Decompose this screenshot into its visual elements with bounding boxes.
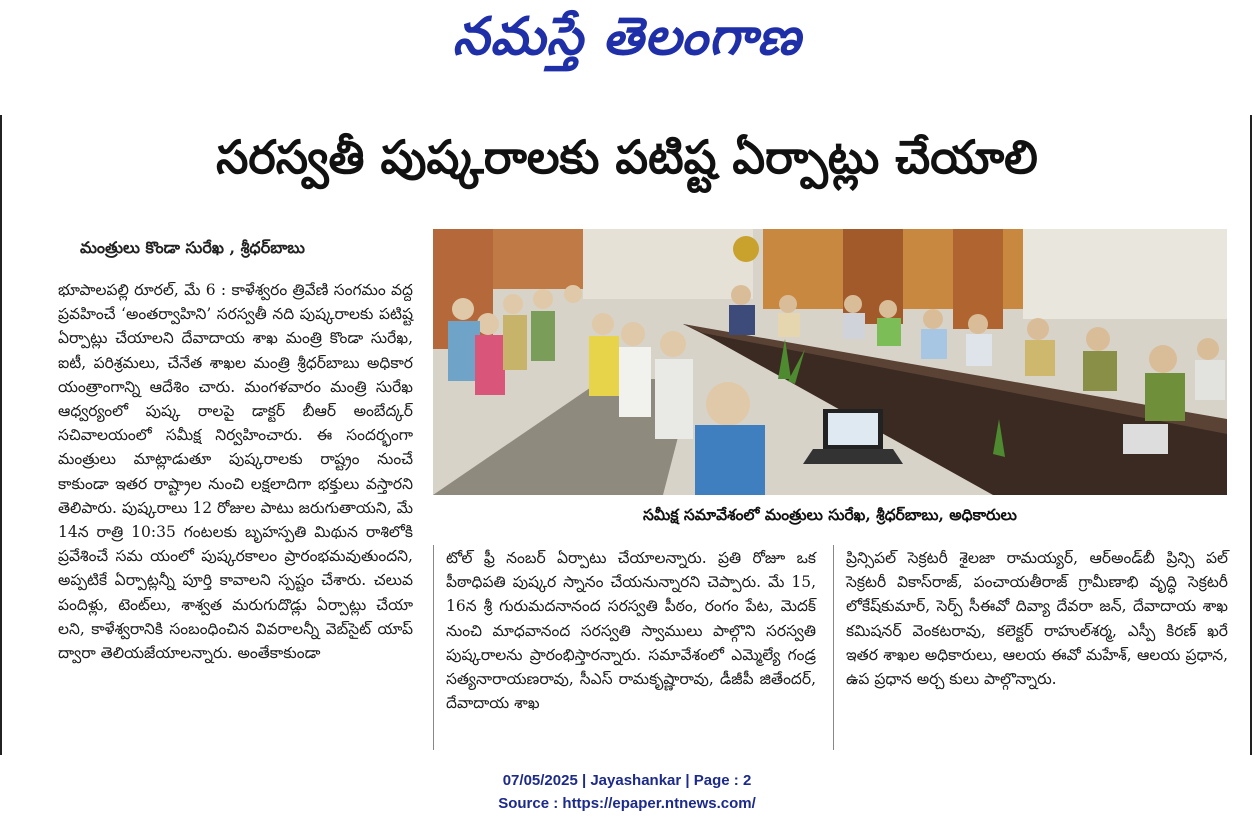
article-headline: సరస్వతీ పుష్కరాలకు పటిష్ట ఏర్పాట్లు చేయాలి [216, 130, 1038, 184]
newspaper-logo: నమస్తే తెలంగాణ [452, 6, 802, 67]
article-column-2: టోల్‌ ఫ్రీ నంబర్‌ ఏర్పాటు చేయాలన్నారు. ప్రతి రోజూ ఒక పీఠాధిపతి పుష్కర స్నానం చేయనున్నారని చెప్పారు. మే 15, 16న శ్రీ గురుమదనానంద సరస్వతి పీఠం, రంగం పేట, మెదక్‌ నుంచి మాధవానంద సరస్వతి స్వాములు పాల్గొని సరస్వతి పుష్కరాలను ప్రారంభిస్తారన్నారు. సమావేశంలో ఎమ్మెల్యే గండ్ర సత్యనారాయణరావు, సీఎస్‌ రామకృష్ణారావు, డీజీపీ జితేందర్‌, దేవాదాయ శాఖ [446, 549, 816, 713]
meeting-photo-illustration [433, 229, 1227, 495]
masthead [0, 0, 1254, 90]
right-border-rule [1250, 115, 1252, 755]
column-divider [433, 545, 434, 750]
photo-caption: సమీక్ష సమావేశంలో మంత్రులు సురేఖ, శ్రీధర్‌బాబు, అధికారులు [643, 505, 1017, 524]
footer-edition-info: 07/05/2025 | Jayashankar | Page : 2 [502, 772, 752, 789]
meeting-photo [433, 229, 1227, 495]
emblem-icon [733, 236, 759, 262]
left-border-rule [0, 115, 2, 755]
article-byline: మంత్రులు కొండా సురేఖ , శ్రీధర్‌బాబు [80, 238, 305, 257]
column-divider [833, 545, 834, 750]
footer-source-link[interactable]: Source : https://epaper.ntnews.com/ [498, 795, 756, 812]
article-column-1: భూపాలపల్లి రూరల్‌, మే 6 : కాళేశ్వరం త్రివేణి సంగమం వద్ద ప్రవహించే ‘అంతర్వాహిని’ సరస్వతీ నది పుష్కరాలకు పటిష్ట ఏర్పాట్లు చేయాలని దేవాదాయ శాఖ మంత్రి కొండా సురేఖ, ఐటీ, పరిశ్రమలు, చేనేత శాఖల మంత్రి శ్రీధర్‌బాబు అధికార యంత్రాంగాన్ని ఆదేశిం చారు. మంగళవారం మంత్రి సురేఖ ఆధ్వర్యంలో పుష్క రాలపై డాక్టర్‌ బీఆర్‌ అంబేద్కర్‌ సచివాలయంలో సమీక్ష నిర్వహించారు. ఈ సందర్భంగా మంత్రులు మాట్లాడుతూ పుష్కరాలకు రాష్ట్రం నుంచే కాకుండా ఇతర రాష్ట్రాల నుంచి లక్షలాదిగా భక్తులు వస్తారని తెలిపారు. పుష్కరాలు 12 రోజుల పాటు జరుగుతాయని, మే 14న రాత్రి 10:35 గంటలకు బృహస్పతి మిథున రాశిలోకి ప్రవేశించే సమ యంలో పుష్కరకాలం ప్రారంభమవుతుందని, అప్పటికే ఏర్పాట్లన్నీ పూర్తి కావాలని స్పష్టం చేశారు. చలువ పందిళ్లు, టెంట్‌లు, శాశ్వత మరుగుదొడ్లు ఏర్పాట్లు చేయా లని, కాళేశ్వరానికి సంబంధించిన వివరాలన్నీ వెబ్‌సైట్‌ యాప్‌ ద్వారా తెలియజేయాలన్నారు. అంతేకాకుండా [58, 281, 413, 663]
article-column-3: ప్రిన్సిపల్‌ సెక్రటరీ శైలజా రామయ్యర్‌, ఆర్‌అండ్‌బీ ప్రిన్సి పల్‌ సెక్రటరీ వికాస్‌రాజ్‌, పంచాయతీరాజ్‌ గ్రామీణాభి వృద్ధి సెక్రటరీ లోకేష్‌కుమార్‌, సెర్ప్‌ సీఈవో దివ్యా దేవరా జన్‌, దేవాదాయ శాఖ కమిషనర్‌ వెంకటరావు, కలెక్టర్‌ రాహుల్‌శర్మ, ఎస్పీ కిరణ్‌ ఖరే ఇతర శాఖల అధికారులు, ఆలయ ఈవో మహేశ్‌, ఆలయ ప్రధాన, ఉప ప్రధాన అర్చ కులు పాల్గొన్నారు. [846, 549, 1228, 689]
